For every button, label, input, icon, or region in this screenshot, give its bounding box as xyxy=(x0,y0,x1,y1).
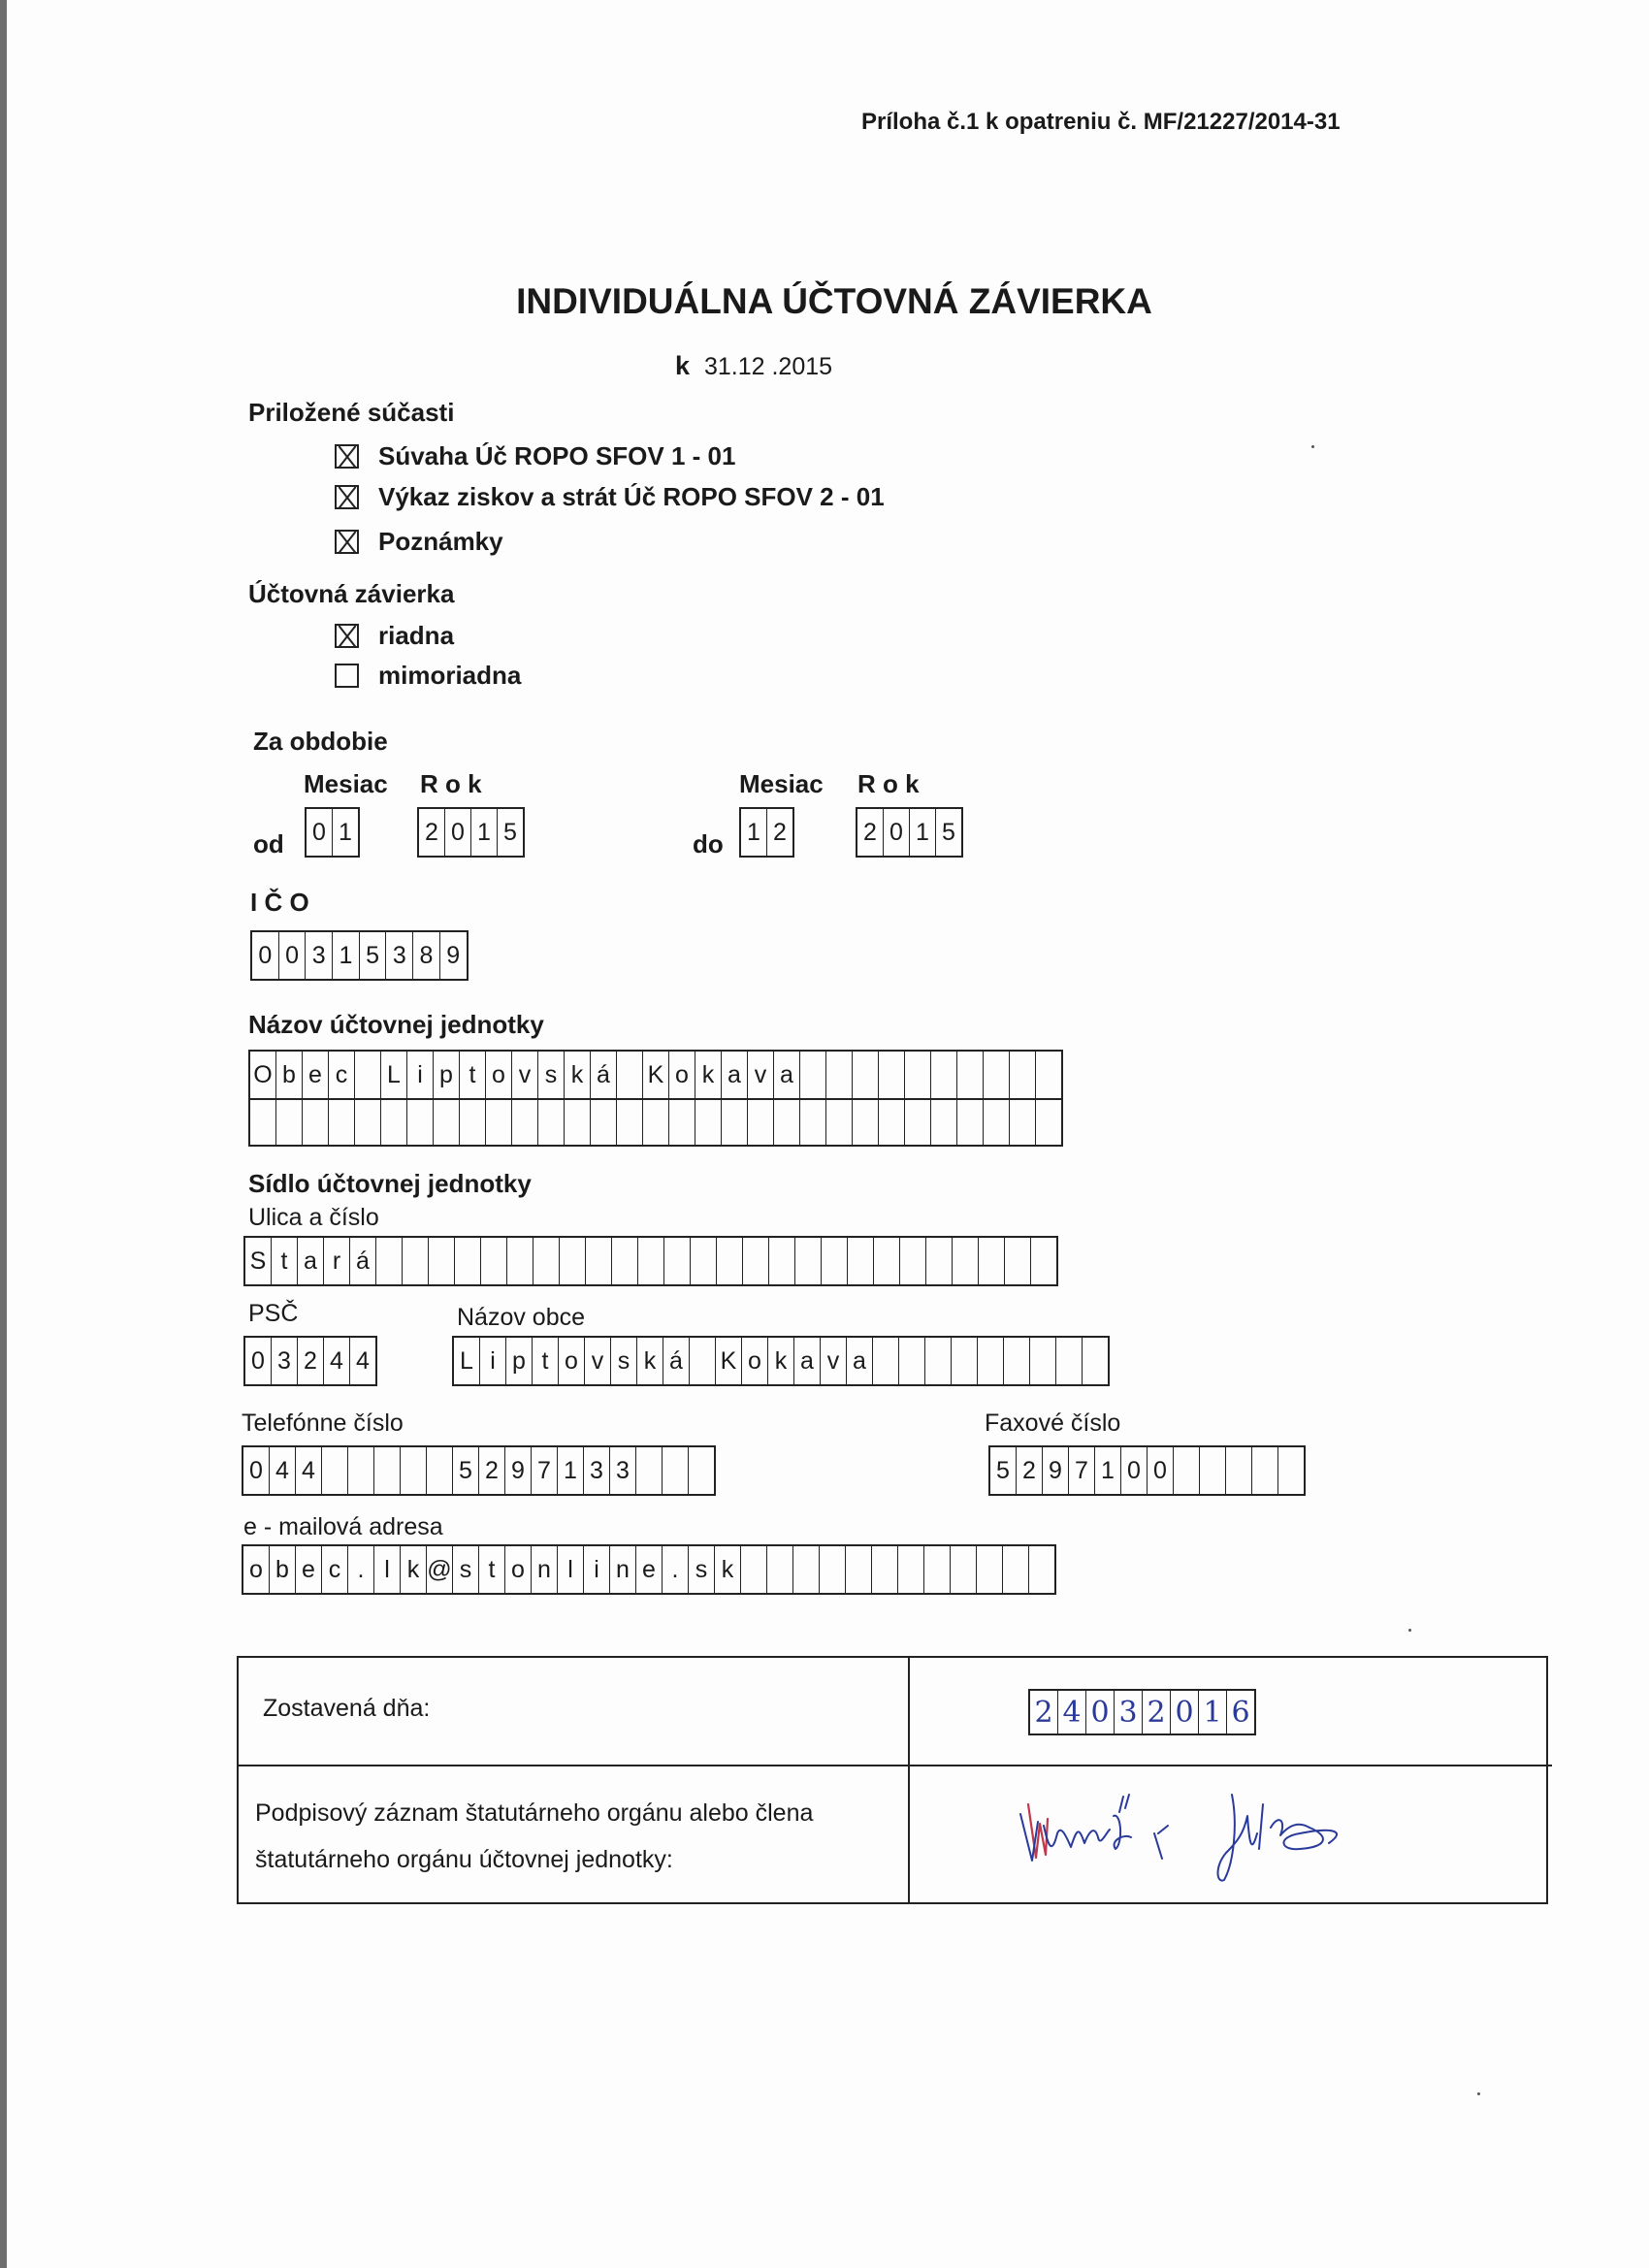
char-cell xyxy=(565,1098,591,1145)
ico-field[interactable] xyxy=(250,930,469,981)
char-cell: 1 xyxy=(910,809,936,856)
char-cell: 0 xyxy=(243,1447,270,1494)
char-cell: 0 xyxy=(884,809,910,856)
char-cell: l xyxy=(558,1546,584,1593)
char-cell: c xyxy=(322,1546,348,1593)
char-cell: v xyxy=(585,1338,611,1384)
scan-dot xyxy=(1408,1629,1411,1632)
char-cell: K xyxy=(716,1338,742,1384)
char-cell xyxy=(1003,1546,1029,1593)
fax-label: Faxové číslo xyxy=(985,1409,1121,1437)
char-cell xyxy=(774,1098,800,1145)
char-cell: 0 xyxy=(1171,1691,1199,1733)
char-cell: 5 xyxy=(503,818,517,846)
char-cell: 0 xyxy=(1121,1447,1148,1494)
char-cell xyxy=(407,1098,434,1145)
date-prefix: k xyxy=(675,351,691,380)
char-cell: 5 xyxy=(990,1447,1017,1494)
char-cell: 3 xyxy=(386,932,413,979)
char-cell xyxy=(898,1546,924,1593)
char-cell: 4 xyxy=(270,1447,296,1494)
char-cell: a xyxy=(298,1238,324,1284)
char-cell xyxy=(977,1546,1003,1593)
char-cell xyxy=(800,1052,826,1098)
closing-type-heading: Účtovná závierka xyxy=(248,579,455,608)
char-cell xyxy=(1029,1546,1054,1593)
char-cell xyxy=(846,1546,872,1593)
char-cell: 1 xyxy=(339,818,352,846)
signature-stroke-2 xyxy=(1218,1795,1338,1881)
char-cell: S xyxy=(245,1238,272,1284)
char-cell xyxy=(538,1098,565,1145)
char-cell xyxy=(767,1546,793,1593)
char-cell: l xyxy=(374,1546,401,1593)
char-cell xyxy=(560,1238,586,1284)
char-cell: i xyxy=(584,1546,610,1593)
date-value: 31.12 .2015 xyxy=(703,353,833,380)
char-cell xyxy=(664,1238,691,1284)
char-cell: 0 xyxy=(279,932,307,979)
from-year-field[interactable] xyxy=(417,807,525,858)
char-cell xyxy=(460,1098,486,1145)
char-cell: t xyxy=(460,1052,486,1098)
char-cell: 0 xyxy=(445,809,471,856)
char-cell: L xyxy=(381,1052,407,1098)
char-cell xyxy=(429,1238,455,1284)
char-cell: o xyxy=(669,1052,695,1098)
char-cell: k xyxy=(565,1052,591,1098)
char-cell xyxy=(643,1098,669,1145)
char-cell xyxy=(617,1098,643,1145)
char-cell: 2 xyxy=(1017,1447,1043,1494)
char-cell: k xyxy=(715,1546,741,1593)
char-cell: 7 xyxy=(1069,1447,1095,1494)
char-cell xyxy=(800,1098,826,1145)
char-cell: 1 xyxy=(558,1447,584,1494)
char-cell: o xyxy=(742,1338,768,1384)
handwritten-signature-image xyxy=(1009,1766,1436,1901)
char-cell: 0 xyxy=(1148,1447,1174,1494)
char-cell: 0 xyxy=(1086,1691,1115,1733)
char-cell xyxy=(984,1098,1010,1145)
char-cell xyxy=(741,1546,767,1593)
char-cell: 3 xyxy=(610,1447,636,1494)
to-month-field[interactable] xyxy=(739,807,794,858)
char-cell xyxy=(978,1338,1004,1384)
char-cell: 1 xyxy=(1095,1447,1121,1494)
char-cell: O xyxy=(250,1052,276,1098)
char-cell: o xyxy=(559,1338,585,1384)
char-cell: 2 xyxy=(857,809,884,856)
entity-name-row-1[interactable] xyxy=(248,1050,1063,1100)
char-cell xyxy=(1030,1338,1056,1384)
checkbox-label: Výkaz ziskov a strát Úč ROPO SFOV 2 - 01 xyxy=(378,482,885,511)
char-cell: s xyxy=(538,1052,565,1098)
char-cell xyxy=(276,1098,303,1145)
period-heading: Za obdobie xyxy=(253,727,388,756)
signature-label-line-2: štatutárneho orgánu účtovnej jednotky: xyxy=(255,1846,673,1873)
char-cell: 3 xyxy=(584,1447,610,1494)
char-cell: v xyxy=(821,1338,847,1384)
char-cell: v xyxy=(512,1052,538,1098)
char-cell xyxy=(925,1338,952,1384)
char-cell xyxy=(853,1098,879,1145)
char-cell xyxy=(669,1098,695,1145)
checkbox-income-statement[interactable] xyxy=(335,485,359,509)
checkbox-label: riadna xyxy=(378,621,455,650)
char-cell xyxy=(826,1098,853,1145)
char-cell xyxy=(743,1238,769,1284)
char-cell xyxy=(481,1238,507,1284)
char-cell: s xyxy=(453,1546,479,1593)
from-label: od xyxy=(253,829,284,859)
char-cell: b xyxy=(270,1546,296,1593)
char-cell xyxy=(872,1546,898,1593)
char-cell: . xyxy=(348,1546,374,1593)
char-cell xyxy=(924,1546,951,1593)
char-cell: k xyxy=(695,1052,722,1098)
email-field[interactable] xyxy=(242,1544,1056,1595)
char-cell xyxy=(926,1238,953,1284)
char-cell xyxy=(1226,1447,1252,1494)
char-cell xyxy=(853,1052,879,1098)
char-cell xyxy=(1056,1338,1083,1384)
char-cell xyxy=(403,1238,429,1284)
char-cell xyxy=(1005,1238,1031,1284)
char-cell: r xyxy=(324,1238,350,1284)
char-cell: 3 xyxy=(272,1338,298,1384)
char-cell: e xyxy=(636,1546,663,1593)
char-cell xyxy=(905,1098,931,1145)
char-cell xyxy=(434,1098,460,1145)
compiled-date-label: Zostavená dňa: xyxy=(263,1695,431,1722)
char-cell xyxy=(899,1338,925,1384)
char-cell: 1 xyxy=(741,809,767,856)
char-cell: 9 xyxy=(446,941,461,969)
char-cell: i xyxy=(407,1052,434,1098)
char-cell xyxy=(1004,1338,1030,1384)
char-cell: á xyxy=(663,1338,690,1384)
char-cell xyxy=(717,1238,743,1284)
checkbox-notes[interactable] xyxy=(335,530,359,554)
checkbox-label: mimoriadna xyxy=(378,661,522,690)
char-cell xyxy=(952,1338,978,1384)
char-cell: o xyxy=(243,1546,270,1593)
to-label: do xyxy=(693,829,724,859)
psc-field[interactable] xyxy=(243,1336,377,1386)
ico-label: I Č O xyxy=(250,888,309,917)
char-cell xyxy=(512,1098,538,1145)
char-cell xyxy=(690,1338,716,1384)
from-year-label: R o k xyxy=(420,769,482,798)
char-cell xyxy=(722,1098,748,1145)
char-cell xyxy=(638,1238,664,1284)
table-divider xyxy=(908,1658,910,1902)
char-cell xyxy=(1200,1447,1226,1494)
char-cell: e xyxy=(303,1052,329,1098)
char-cell xyxy=(586,1238,612,1284)
psc-label: PSČ xyxy=(248,1300,299,1327)
signature-label-line-1: Podpisový záznam štatutárneho orgánu alebo člena xyxy=(255,1799,814,1827)
char-cell: 1 xyxy=(1199,1691,1227,1733)
char-cell xyxy=(984,1052,1010,1098)
char-cell: k xyxy=(401,1546,427,1593)
char-cell: 5 xyxy=(453,1447,479,1494)
char-cell xyxy=(822,1238,848,1284)
to-year-label: R o k xyxy=(857,769,920,798)
checkbox-row-notes[interactable] xyxy=(335,527,503,557)
char-cell: K xyxy=(643,1052,669,1098)
char-cell: o xyxy=(505,1546,532,1593)
char-cell: 9 xyxy=(1043,1447,1069,1494)
signature-label xyxy=(255,1790,813,1883)
char-cell xyxy=(979,1238,1005,1284)
char-cell xyxy=(374,1447,401,1494)
char-cell: k xyxy=(768,1338,794,1384)
char-cell xyxy=(793,1546,820,1593)
char-cell xyxy=(612,1238,638,1284)
char-cell: 0 xyxy=(252,932,279,979)
char-cell xyxy=(591,1098,617,1145)
char-cell xyxy=(879,1098,905,1145)
char-cell: á xyxy=(350,1238,376,1284)
char-cell xyxy=(486,1098,512,1145)
char-cell xyxy=(1031,1238,1056,1284)
char-cell xyxy=(769,1238,795,1284)
checkbox-label: Poznámky xyxy=(378,527,503,556)
char-cell xyxy=(957,1098,984,1145)
report-date xyxy=(675,351,832,381)
char-cell: p xyxy=(506,1338,533,1384)
char-cell: 4 xyxy=(356,1346,370,1375)
char-cell: k xyxy=(637,1338,663,1384)
char-cell xyxy=(1278,1447,1304,1494)
char-cell: 2 xyxy=(479,1447,505,1494)
fax-field[interactable] xyxy=(988,1445,1306,1496)
char-cell xyxy=(329,1098,355,1145)
checkbox-balance-sheet[interactable] xyxy=(335,444,359,469)
char-cell xyxy=(355,1098,381,1145)
char-cell xyxy=(663,1447,689,1494)
signature-stroke-1 xyxy=(1020,1795,1168,1861)
char-cell xyxy=(322,1447,348,1494)
char-cell: 6 xyxy=(1231,1695,1250,1730)
street-label: Ulica a číslo xyxy=(248,1204,379,1231)
char-cell: . xyxy=(663,1546,689,1593)
street-field[interactable] xyxy=(243,1236,1058,1286)
char-cell xyxy=(900,1238,926,1284)
entity-name-label: Názov účtovnej jednotky xyxy=(248,1010,544,1039)
char-cell: a xyxy=(794,1338,821,1384)
char-cell xyxy=(1174,1447,1200,1494)
char-cell xyxy=(931,1098,957,1145)
char-cell: 5 xyxy=(360,932,387,979)
char-cell: 2 xyxy=(773,818,787,846)
char-cell: 5 xyxy=(942,818,955,846)
attached-parts-heading: Priložené súčasti xyxy=(248,398,455,427)
compiled-date-field[interactable] xyxy=(1028,1689,1256,1735)
char-cell: 4 xyxy=(296,1447,322,1494)
char-cell xyxy=(905,1052,931,1098)
char-cell: 9 xyxy=(505,1447,532,1494)
char-cell xyxy=(303,1098,329,1145)
char-cell xyxy=(507,1238,534,1284)
to-month-label: Mesiac xyxy=(739,769,824,798)
page-edge xyxy=(0,0,7,2268)
annex-reference: Príloha č.1 k opatreniu č. MF/21227/2014-31 xyxy=(861,109,1341,135)
char-cell: 7 xyxy=(532,1447,558,1494)
char-cell: @ xyxy=(427,1546,453,1593)
char-cell: c xyxy=(329,1052,355,1098)
char-cell: s xyxy=(611,1338,637,1384)
char-cell xyxy=(691,1238,717,1284)
char-cell: t xyxy=(479,1546,505,1593)
char-cell: n xyxy=(532,1546,558,1593)
char-cell xyxy=(874,1238,900,1284)
char-cell: 4 xyxy=(1058,1691,1086,1733)
char-cell xyxy=(1010,1052,1036,1098)
char-cell xyxy=(689,1447,714,1494)
char-cell: v xyxy=(748,1052,774,1098)
char-cell xyxy=(348,1447,374,1494)
document-title: INDIVIDUÁLNA ÚČTOVNÁ ZÁVIERKA xyxy=(516,281,1152,321)
char-cell: 0 xyxy=(245,1338,272,1384)
char-cell: i xyxy=(480,1338,506,1384)
entity-name-row-2[interactable] xyxy=(248,1098,1063,1147)
char-cell: t xyxy=(533,1338,559,1384)
char-cell xyxy=(455,1238,481,1284)
char-cell: 2 xyxy=(419,809,445,856)
char-cell: s xyxy=(689,1546,715,1593)
char-cell: á xyxy=(591,1052,617,1098)
scan-dot xyxy=(1477,2092,1480,2095)
char-cell: 8 xyxy=(413,932,440,979)
char-cell: a xyxy=(722,1052,748,1098)
char-cell: a xyxy=(774,1052,800,1098)
from-month-field[interactable] xyxy=(305,807,360,858)
char-cell xyxy=(1083,1338,1108,1384)
char-cell xyxy=(376,1238,403,1284)
char-cell: 4 xyxy=(324,1338,350,1384)
char-cell: L xyxy=(454,1338,480,1384)
checkbox-row-balance-sheet[interactable] xyxy=(335,441,735,471)
char-cell: a xyxy=(847,1338,873,1384)
char-cell xyxy=(401,1447,427,1494)
checkbox-extraordinary[interactable] xyxy=(335,664,359,688)
char-cell xyxy=(427,1447,453,1494)
checkbox-regular[interactable] xyxy=(335,624,359,648)
char-cell: 1 xyxy=(333,932,360,979)
phone-field[interactable] xyxy=(242,1445,716,1496)
char-cell xyxy=(795,1238,822,1284)
char-cell xyxy=(820,1546,846,1593)
char-cell xyxy=(1036,1098,1061,1145)
char-cell xyxy=(617,1052,643,1098)
char-cell: 3 xyxy=(306,932,333,979)
char-cell: e xyxy=(296,1546,322,1593)
char-cell xyxy=(957,1052,984,1098)
town-label: Názov obce xyxy=(457,1304,586,1331)
checkbox-row-extraordinary[interactable] xyxy=(335,661,521,691)
char-cell: b xyxy=(276,1052,303,1098)
char-cell: o xyxy=(486,1052,512,1098)
phone-label: Telefónne číslo xyxy=(242,1409,404,1437)
checkbox-row-income-statement[interactable] xyxy=(335,482,885,512)
char-cell: p xyxy=(434,1052,460,1098)
town-field[interactable] xyxy=(452,1336,1110,1386)
char-cell xyxy=(953,1238,979,1284)
char-cell: 2 xyxy=(1143,1691,1171,1733)
char-cell xyxy=(879,1052,905,1098)
char-cell xyxy=(250,1098,276,1145)
seat-heading: Sídlo účtovnej jednotky xyxy=(248,1169,532,1198)
to-year-field[interactable] xyxy=(856,807,963,858)
char-cell xyxy=(848,1238,874,1284)
char-cell: 3 xyxy=(1115,1691,1143,1733)
char-cell: 2 xyxy=(1030,1691,1058,1733)
email-label: e - mailová adresa xyxy=(243,1513,443,1540)
char-cell xyxy=(534,1238,560,1284)
checkbox-row-regular[interactable] xyxy=(335,621,454,651)
char-cell xyxy=(355,1052,381,1098)
char-cell: 1 xyxy=(471,809,498,856)
from-month-label: Mesiac xyxy=(304,769,388,798)
char-cell xyxy=(381,1098,407,1145)
char-cell: n xyxy=(610,1546,636,1593)
char-cell xyxy=(695,1098,722,1145)
checkbox-label: Súvaha Úč ROPO SFOV 1 - 01 xyxy=(378,441,736,470)
char-cell: t xyxy=(272,1238,298,1284)
char-cell xyxy=(1252,1447,1278,1494)
char-cell xyxy=(748,1098,774,1145)
char-cell xyxy=(636,1447,663,1494)
scan-dot xyxy=(1311,445,1314,448)
char-cell xyxy=(873,1338,899,1384)
char-cell xyxy=(951,1546,977,1593)
char-cell: 2 xyxy=(298,1338,324,1384)
char-cell xyxy=(826,1052,853,1098)
char-cell xyxy=(1010,1098,1036,1145)
char-cell xyxy=(931,1052,957,1098)
char-cell: 0 xyxy=(307,809,333,856)
char-cell xyxy=(1036,1052,1061,1098)
